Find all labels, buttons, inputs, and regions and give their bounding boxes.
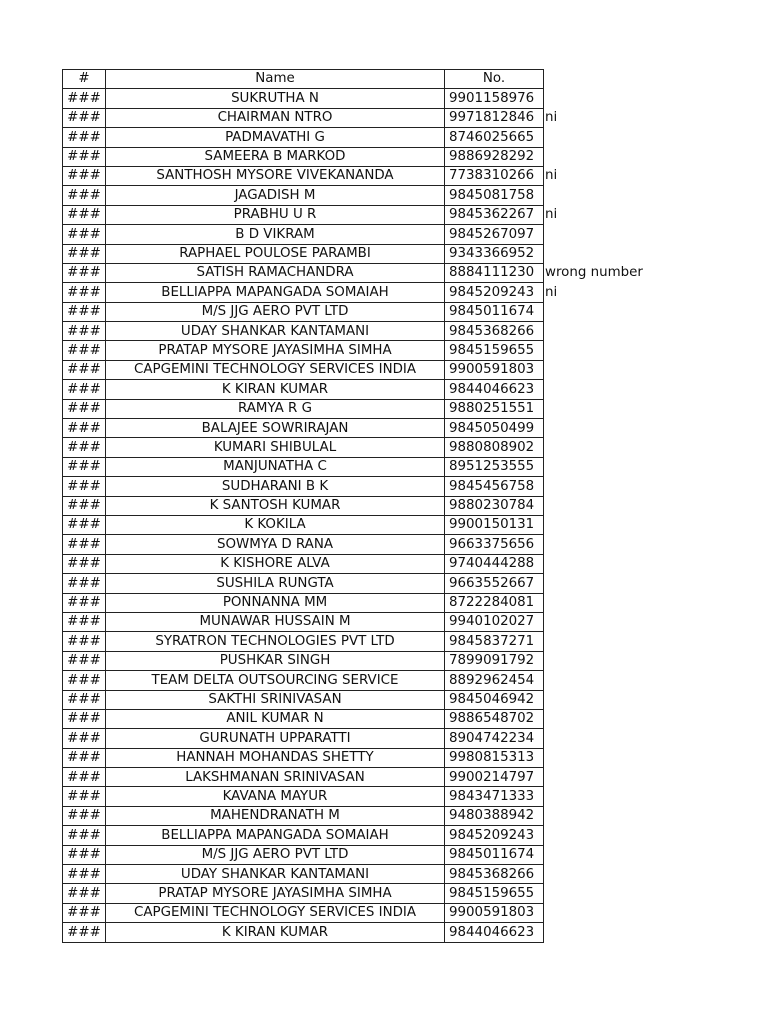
row-note-cell [544,89,676,108]
row-name-cell: SAKTHI SRINIVASAN [106,690,445,709]
row-note-cell [544,806,676,825]
table-row [63,166,676,185]
row-number-cell: 9845837271 [445,632,544,651]
row-number-cell: 8884111230 [445,263,544,282]
row-index-cell: ### [63,845,106,864]
table-row [63,108,676,127]
row-note-cell [544,496,676,515]
row-index-cell: ### [63,166,106,185]
row-name-cell: CAPGEMINI TECHNOLOGY SERVICES INDIA [106,360,445,379]
row-index-cell: ### [63,263,106,282]
row-name-cell: SAMEERA B MARKOD [106,147,445,166]
row-index-cell: ### [63,884,106,903]
table-row [63,709,676,728]
row-name-cell: M/S JJG AERO PVT LTD [106,845,445,864]
row-name-cell: PONNANNA MM [106,593,445,612]
row-index-cell: ### [63,632,106,651]
row-number-cell: 9343366952 [445,244,544,263]
row-number-cell: 9845209243 [445,283,544,302]
row-number-cell: 9845046942 [445,690,544,709]
table-row [63,89,676,108]
table-row [63,826,676,845]
row-index-cell: ### [63,535,106,554]
row-number-cell: 8951253555 [445,457,544,476]
row-number-cell: 9971812846 [445,108,544,127]
table-row [63,380,676,399]
row-index-cell: ### [63,787,106,806]
table-row [63,438,676,457]
row-index-cell: ### [63,709,106,728]
row-index-cell: ### [63,690,106,709]
row-name-cell: CHAIRMAN NTRO [106,108,445,127]
row-name-cell: UDAY SHANKAR KANTAMANI [106,865,445,884]
row-index-cell: ### [63,205,106,224]
row-name-cell: K KOKILA [106,515,445,534]
table-row [63,535,676,554]
row-name-cell: PRATAP MYSORE JAYASIMHA SIMHA [106,884,445,903]
row-name-cell: GURUNATH UPPARATTI [106,729,445,748]
row-index-cell: ### [63,380,106,399]
row-note-cell: ni [545,207,558,223]
row-note-cell [544,515,676,534]
row-number-cell: 9845368266 [445,865,544,884]
table-row [63,593,676,612]
row-index-cell: ### [63,806,106,825]
table-row [63,748,676,767]
table-row [63,632,676,651]
row-index-cell: ### [63,574,106,593]
table-row [63,515,676,534]
row-note-cell [544,729,676,748]
row-name-cell: SYRATRON TECHNOLOGIES PVT LTD [106,632,445,651]
row-note-cell [544,419,676,438]
row-note-cell [544,380,676,399]
row-number-cell: 8904742234 [445,729,544,748]
row-index-cell: ### [63,496,106,515]
row-index-cell: ### [63,457,106,476]
row-index-cell: ### [63,322,106,341]
row-note-cell [544,554,676,573]
row-note-cell [544,457,676,476]
table-row [63,671,676,690]
row-number-cell: 9844046623 [445,380,544,399]
row-note-cell [544,302,676,321]
row-number-cell: 9845011674 [445,302,544,321]
row-number-cell: 9880808902 [445,438,544,457]
row-index-cell: ### [63,225,106,244]
row-index-cell: ### [63,186,106,205]
row-index-cell: ### [63,283,106,302]
row-name-cell: RAMYA R G [106,399,445,418]
row-name-cell: SOWMYA D RANA [106,535,445,554]
row-index-cell: ### [63,515,106,534]
table-row [63,865,676,884]
row-number-cell: 9663552667 [445,574,544,593]
row-index-cell: ### [63,108,106,127]
table-row [63,283,676,302]
table-row [63,244,676,263]
row-note-cell [544,671,676,690]
row-name-cell: BALAJEE SOWRIRAJAN [106,419,445,438]
row-number-cell: 9980815313 [445,748,544,767]
table-row [63,496,676,515]
row-note-cell [544,845,676,864]
table-row [63,768,676,787]
row-name-cell: PRABHU U R [106,205,445,224]
row-number-cell: 9845362267 [445,205,544,224]
row-note-cell [544,147,676,166]
row-name-cell: K KIRAN KUMAR [106,923,445,942]
table-row [63,574,676,593]
table-row [63,263,676,282]
row-index-cell: ### [63,360,106,379]
row-index-cell: ### [63,748,106,767]
row-index-cell: ### [63,865,106,884]
row-index-cell: ### [63,671,106,690]
table-row [63,419,676,438]
table-row [63,341,676,360]
row-name-cell: K KISHORE ALVA [106,554,445,573]
row-number-cell: 9886548702 [445,709,544,728]
row-index-cell: ### [63,768,106,787]
row-number-cell: 9845368266 [445,322,544,341]
row-note-cell [544,768,676,787]
row-index-cell: ### [63,477,106,496]
row-name-cell: SUDHARANI B K [106,477,445,496]
row-number-cell: 9880251551 [445,399,544,418]
table-row [63,690,676,709]
row-note-cell [544,574,676,593]
row-name-cell: TEAM DELTA OUTSOURCING SERVICE [106,671,445,690]
row-number-cell: 9940102027 [445,612,544,631]
row-name-cell: MANJUNATHA C [106,457,445,476]
table-row [63,399,676,418]
row-name-cell: BELLIAPPA MAPANGADA SOMAIAH [106,826,445,845]
row-index-cell: ### [63,399,106,418]
table-row [63,787,676,806]
row-index-cell: ### [63,438,106,457]
row-index-cell: ### [63,554,106,573]
row-name-cell: MUNAWAR HUSSAIN M [106,612,445,631]
table-row [63,729,676,748]
header-index: # [63,70,106,89]
row-number-cell: 9740444288 [445,554,544,573]
row-number-cell: 9901158976 [445,89,544,108]
row-name-cell: K SANTOSH KUMAR [106,496,445,515]
row-number-cell: 9845456758 [445,477,544,496]
table-row [63,205,676,224]
row-index-cell: ### [63,826,106,845]
row-note-cell [544,360,676,379]
row-number-cell: 9900214797 [445,768,544,787]
row-note-cell [544,186,676,205]
row-note-cell: wrong number [545,265,643,281]
row-number-cell: 9480388942 [445,806,544,825]
row-index-cell: ### [63,923,106,942]
row-note-cell [544,787,676,806]
row-name-cell: KUMARI SHIBULAL [106,438,445,457]
table-row [63,903,676,922]
row-note-cell [544,477,676,496]
row-note-cell [544,128,676,147]
row-name-cell: UDAY SHANKAR KANTAMANI [106,322,445,341]
row-number-cell: 9844046623 [445,923,544,942]
row-index-cell: ### [63,729,106,748]
row-number-cell: 9845209243 [445,826,544,845]
row-note-cell [544,903,676,922]
row-number-cell: 8892962454 [445,671,544,690]
row-name-cell: K KIRAN KUMAR [106,380,445,399]
table-row [63,322,676,341]
header-name: Name [106,70,445,89]
row-note-cell [544,865,676,884]
row-name-cell: M/S JJG AERO PVT LTD [106,302,445,321]
row-name-cell: PUSHKAR SINGH [106,651,445,670]
table-row [63,845,676,864]
row-index-cell: ### [63,302,106,321]
row-note-cell: ni [545,110,558,126]
row-number-cell: 9845267097 [445,225,544,244]
row-note-cell [544,651,676,670]
table-row [63,923,676,942]
row-index-cell: ### [63,593,106,612]
row-number-cell: 9845050499 [445,419,544,438]
row-name-cell: PRATAP MYSORE JAYASIMHA SIMHA [106,341,445,360]
row-number-cell: 8746025665 [445,128,544,147]
row-name-cell: KAVANA MAYUR [106,787,445,806]
row-index-cell: ### [63,651,106,670]
row-note-cell [544,438,676,457]
table-row [63,457,676,476]
row-note-cell [544,225,676,244]
row-note-cell [544,535,676,554]
table-row [63,360,676,379]
row-index-cell: ### [63,419,106,438]
row-note-cell [544,612,676,631]
row-name-cell: MAHENDRANATH M [106,806,445,825]
table-row [63,554,676,573]
row-number-cell: 7899091792 [445,651,544,670]
row-name-cell: SATISH RAMACHANDRA [106,263,445,282]
row-number-cell: 9663375656 [445,535,544,554]
row-name-cell: SUSHILA RUNGTA [106,574,445,593]
row-name-cell: CAPGEMINI TECHNOLOGY SERVICES INDIA [106,903,445,922]
row-note-cell [544,748,676,767]
header-note [544,70,676,89]
row-note-cell [544,923,676,942]
row-note-cell [544,399,676,418]
table-row [63,128,676,147]
row-number-cell: 9900591803 [445,903,544,922]
table-row [63,186,676,205]
table-row [63,225,676,244]
row-note-cell [544,690,676,709]
table-row [63,147,676,166]
row-name-cell: HANNAH MOHANDAS SHETTY [106,748,445,767]
row-number-cell: 9886928292 [445,147,544,166]
row-number-cell: 9845081758 [445,186,544,205]
table-header-row [63,70,676,89]
row-note-cell: ni [545,284,558,300]
row-number-cell: 9900150131 [445,515,544,534]
row-index-cell: ### [63,147,106,166]
row-name-cell: SUKRUTHA N [106,89,445,108]
row-note-cell [544,826,676,845]
row-name-cell: B D VIKRAM [106,225,445,244]
row-name-cell: PADMAVATHI G [106,128,445,147]
contact-table [62,69,676,943]
row-name-cell: JAGADISH M [106,186,445,205]
row-number-cell: 9845159655 [445,884,544,903]
row-number-cell: 8722284081 [445,593,544,612]
table-row [63,806,676,825]
row-number-cell: 9845159655 [445,341,544,360]
table-row [63,302,676,321]
row-name-cell: BELLIAPPA MAPANGADA SOMAIAH [106,283,445,302]
table-row [63,477,676,496]
table-row [63,651,676,670]
row-index-cell: ### [63,903,106,922]
row-note-cell [544,593,676,612]
row-index-cell: ### [63,341,106,360]
row-number-cell: 9843471333 [445,787,544,806]
row-note-cell [544,341,676,360]
table-row [63,884,676,903]
row-name-cell: LAKSHMANAN SRINIVASAN [106,768,445,787]
row-index-cell: ### [63,612,106,631]
row-number-cell: 7738310266 [445,166,544,185]
header-number: No. [445,70,544,89]
row-note-cell: ni [545,168,558,184]
row-note-cell [544,709,676,728]
row-name-cell: ANIL KUMAR N [106,709,445,728]
row-number-cell: 9900591803 [445,360,544,379]
table-body [63,89,676,942]
row-index-cell: ### [63,244,106,263]
row-note-cell [544,322,676,341]
row-index-cell: ### [63,89,106,108]
row-number-cell: 9845011674 [445,845,544,864]
row-name-cell: SANTHOSH MYSORE VIVEKANANDA [106,166,445,185]
row-index-cell: ### [63,128,106,147]
row-note-cell [544,632,676,651]
row-note-cell [544,884,676,903]
row-number-cell: 9880230784 [445,496,544,515]
row-note-cell [544,244,676,263]
table-row [63,612,676,631]
row-name-cell: RAPHAEL POULOSE PARAMBI [106,244,445,263]
